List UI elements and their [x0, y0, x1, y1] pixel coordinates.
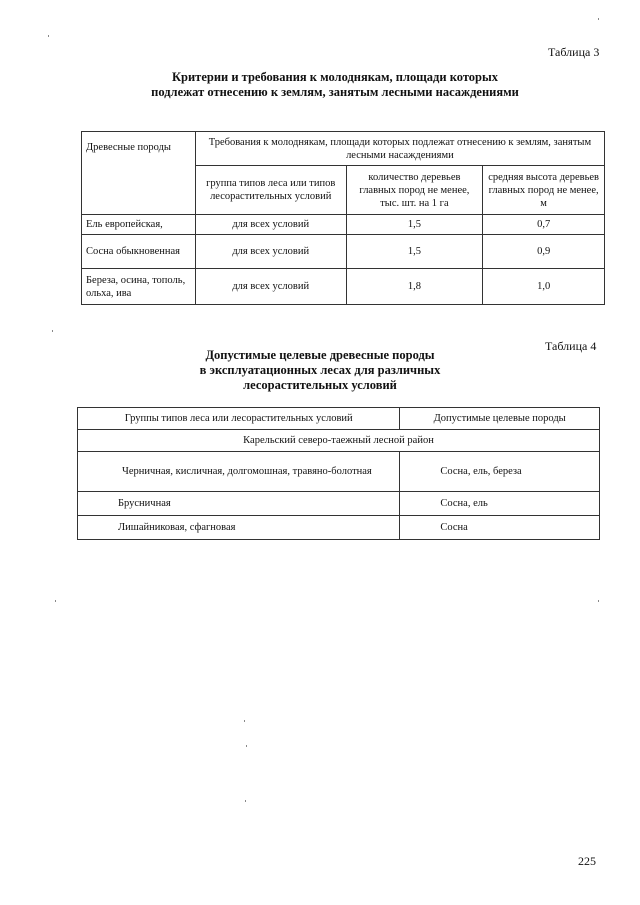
table-row [82, 215, 605, 235]
table4-group: Черничная, кисличная, долгомошная, травяно-болотная [78, 452, 400, 492]
table4-species: Сосна, ель, береза [400, 452, 600, 492]
table3-header-count: количество деревьев главных пород не менее, тыс. шт. на 1 га [346, 166, 483, 215]
table3-count: 1,8 [346, 269, 483, 305]
table3-group: для всех условий [195, 235, 346, 269]
table3-header-group: группа типов леса или типов лесорастительных условий [195, 166, 346, 215]
table3-group: для всех условий [195, 215, 346, 235]
scan-speck [598, 18, 599, 20]
table3-title-line2: подлежат отнесению к землям, занятым лесными насаждениями [151, 85, 519, 99]
table3-height: 0,7 [483, 215, 605, 235]
table4-title-line3: лесорастительных условий [243, 378, 397, 392]
scan-speck [55, 600, 56, 602]
table3-group: для всех условий [195, 269, 346, 305]
table3-header-height: средняя высота деревьев главных пород не менее, м [483, 166, 605, 215]
table-row [78, 452, 600, 492]
table4-title-line2: в эксплуатационных лесах для различных [199, 363, 441, 377]
table4-title [150, 348, 490, 393]
table4-group: Лишайниковая, сфагновая [78, 516, 400, 540]
table3-header-species: Древесные породы [82, 132, 196, 215]
table3 [81, 131, 605, 305]
table3-species: Ель европейская, [82, 215, 196, 235]
table3-height: 1,0 [483, 269, 605, 305]
table3-species: Сосна обыкновенная [82, 235, 196, 269]
table4-group: Брусничная [78, 492, 400, 516]
scan-speck [246, 745, 247, 747]
table-row [82, 269, 605, 305]
table3-height: 0,9 [483, 235, 605, 269]
table3-count: 1,5 [346, 215, 483, 235]
table4-species: Сосна [400, 516, 600, 540]
table-row [78, 516, 600, 540]
scan-speck [52, 330, 53, 332]
table4-header-groups: Группы типов леса или лесорастительных условий [78, 408, 400, 430]
table3-title [100, 70, 570, 100]
table3-label: Таблица 3 [548, 45, 600, 59]
scan-speck [244, 720, 245, 722]
table-row [82, 235, 605, 269]
table3-species: Береза, осина, тополь, ольха, ива [82, 269, 196, 305]
table4-region: Карельский северо-таежный лесной район [78, 430, 600, 452]
scan-speck [245, 800, 246, 802]
table4-title-line1: Допустимые целевые древесные породы [205, 348, 435, 362]
scan-speck [48, 35, 49, 37]
scan-speck [598, 600, 599, 602]
table3-header-requirements: Требования к молоднякам, площади которых подлежат отнесению к землям, занятым лесными насаждениями [195, 132, 604, 166]
table-row [78, 492, 600, 516]
table3-title-line1: Критерии и требования к молоднякам, площади которых [171, 70, 499, 84]
table4-label: Таблица 4 [545, 339, 597, 353]
table4 [77, 407, 600, 540]
table3-count: 1,5 [346, 235, 483, 269]
table4-header-species: Допустимые целевые породы [400, 408, 600, 430]
table4-species: Сосна, ель [400, 492, 600, 516]
page-number: 225 [578, 854, 596, 868]
